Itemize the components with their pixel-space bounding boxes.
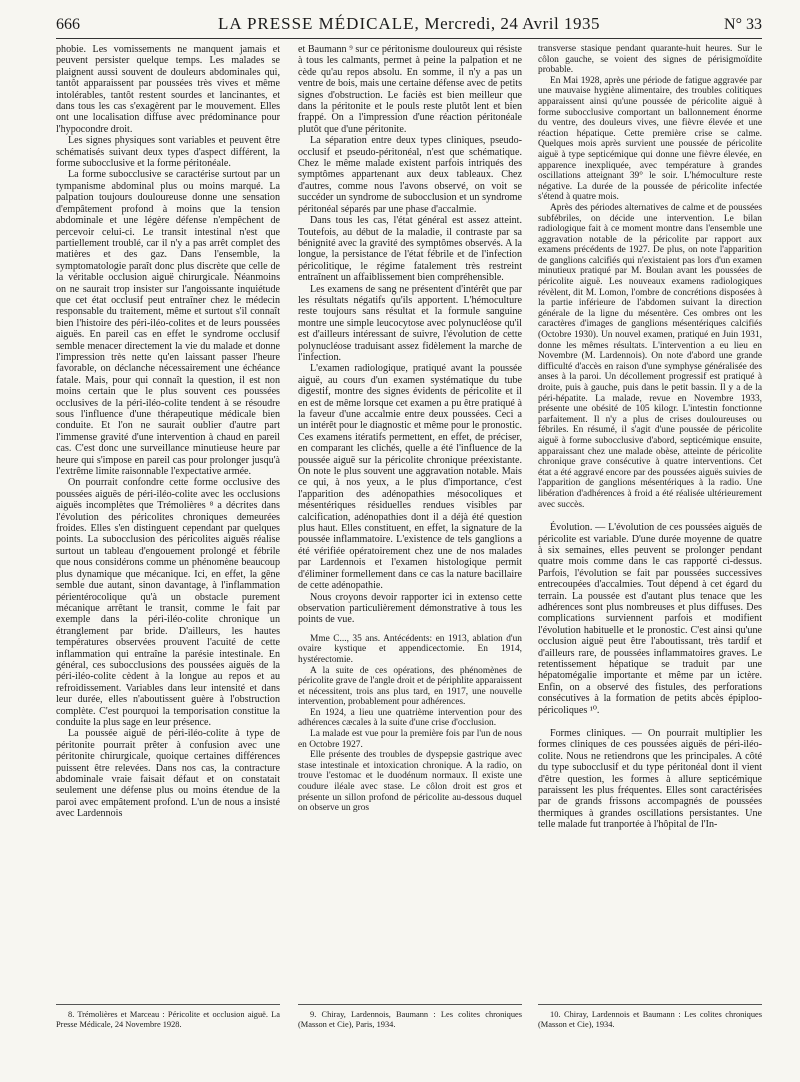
page-header: [56, 14, 762, 36]
footnote-8: 8. Trémolières et Marceau : Péricolite et occlusion aiguë. La Presse Médicale, 24 Novembre 1928.: [56, 1010, 280, 1029]
paragraph: La forme subocclusive se caractérise surtout par un tympanisme abdominal plus ou moins marqué. La palpation toujours douloureuse donne une sensation d'empâtement profond à moins que la tension abdominale et une légère défense n'empêchent de percevoir celui-ci. Le transit intestinal n'est que partiellement troublé, car il n'y a pas arrêt complet des matières et des gaz. Dans l'ensemble, la symptomatologie paraît donc plus discrète que celle de la véritable occlusion aiguë chirurgicale. Néanmoins on ne saurait trop insister sur l'angoissante inquiétude que cet état occlusif peut entraîner chez le médecin responsable du traitement, même et surtout s'il connaît bien l'histoire des péri-iléo-colites et de leurs poussées aiguës. En pareil cas en effet le syndrome occlusif semble menacer directement la vie du malade et donne l'impression très nette qu'en laissant passer l'heure favorable, on déclanche nécessairement une échéance fatale. Mais, pour qui connaît la question, il est non moins certain que le plus souvent ces poussées occlusives de la péri-iléo-colite tendent à se résoudre sous l'influence d'une thérapeutique médicale bien conduite. Et l'on ne saurait oublier d'autre part l'immense gravité d'une intervention à chaud en pareil cas. C'est donc une surveillance minutieuse heure par heure qui s'impose en pareil cas pour prolonger jusqu'à l'extrême limite raisonnable l'expectative armée.: [56, 169, 280, 478]
case-paragraph: Mme C..., 35 ans. Antécédents: en 1913, ablation d'un ovaire kystique et appendicectomie. En 1914, hystérectomie.: [298, 633, 522, 665]
paragraph: La séparation entre deux types cliniques, pseudo-occlusif et pseudo-péritonéal, n'est que schématique. Chez le même malade existent parfois intriqués des symptômes appartenant aux deux tableaux. Chez d'autres, comme nous l'avons observé, on voit se succéder un syndrome de subocclusion et un syndrome péritonéal séparés par une phase d'accalmie.: [298, 135, 522, 215]
journal-title: LA PRESSE MÉDICALE,: [217, 14, 420, 33]
case-paragraph: Après des périodes alternatives de calme et de poussées subfébriles, on décide une intervention. Le bilan radiologique fait à ce moment montre dans l'ensemble une aggravation notable de la péricolite par rapport aux examens précédents de 1927. De plus, on note l'apparition de ganglions calcifiés qui n'existaient pas lors d'un examen minutieux pratiqué par M. Boulan avant les poussées de péricolite aiguë. Les nouveaux examens radiologiques révèlent, dit M. Lomon, l'ombre de concrétions disposées à la partie inférieure de l'abdomen suivant la direction générale de la ligne du mésentère. Ces ombres ont les caractères d'images de ganglions mésentériques calcifiés (Octobre 1930). Un nouvel examen, pratiqué en Juin 1931, donne les mêmes résultats. L'intervention a eu lieu en Novembre (M. Lardennois). On note d'abord une grande difficulté d'accès en raison d'une symphyse généralisée des anses à la paroi. Un décollement progressif est pratiqué à droite, puis à gauche, puis dans le petit bassin. Il y a de la péri-hépatite. La malade, revue en Novembre 1933, présente une obésité de 105 kilogr. L'intestin fonctionne parfaitement. Il n'y a plus de crises douloureuses ou fébriles. En résumé, il s'agit d'une poussée de péricolite aiguë à forme subocclusive d'abord, septicémique ensuite, apparaissant chez une malade obèse, atteinte de péricolite chronique grave consécutive à quatre interventions. Cet état a été aggravé encore par des poussées aiguës suivies de l'apparition de ganglions mésentériques à la radio. Une libération d'adhérences à froid a été réalisée ultérieurement avec succès.: [538, 202, 762, 510]
footnote-10: 10. Chiray, Lardennois et Baumann : Les colites chroniques (Masson et Cie), 1934.: [538, 1010, 762, 1029]
case-paragraph: En 1924, a lieu une quatrième intervention pour des adhérences cæcales à la suite d'une crise d'occlusion.: [298, 707, 522, 729]
footnote-rule: [56, 1004, 280, 1005]
case-paragraph: A la suite de ces opérations, des phénomènes de péricolite grave de l'angle droit et de périphlite apparaissent et nécessitent, trois ans plus tard, en 1917, une nouvelle intervention, probablement pour adhérences.: [298, 665, 522, 708]
paragraph: Nous croyons devoir rapporter ici in extenso cette observation particulièrement démonstrative à tous les points de vue.: [298, 591, 522, 626]
text-column-1: [56, 44, 280, 956]
text-column-2: [298, 44, 522, 956]
paragraph: Les signes physiques sont variables et peuvent être schématisés suivant deux types d'aspect différent, la forme subocclusive et la forme péritonéale.: [56, 135, 280, 170]
case-paragraph: La malade est vue pour la première fois par l'un de nous en Octobre 1927.: [298, 729, 522, 750]
paragraph: et Baumann ⁹ sur ce péritonisme douloureux qui résiste à tous les calmants, permet à peine la palpation et ne cède qu'au repos absolu. En somme, il n'y a pas un ventre de bois, mais une certaine défense avec de petits signes d'obstruction. Le faciès est bien meilleur que dans la péritonite et le pouls reste plutôt lent et bien frappé. On a l'impression d'une réaction péritonéale plutôt que d'une péritonite.: [298, 44, 522, 135]
footnote-rule: [298, 1004, 522, 1005]
case-paragraph: transverse stasique pendant quarante-huit heures. Sur le côlon gauche, se voient des signes de périsigmoïdite probable.: [538, 44, 762, 76]
footnote-9: 9. Chiray, Lardennois, Baumann : Les colites chroniques (Masson et Cie), Paris, 1934.: [298, 1010, 522, 1029]
issue-number: N° 33: [724, 16, 762, 33]
footnote-rule: [538, 1004, 762, 1005]
paragraph: La poussée aiguë de péri-iléo-colite à type de péritonite pourrait prêter à confusion avec une péritonite chirurgicale, quoique certaines différences puissent être relevées. Dans nos cas, la contracture abdominale vraie faisait défaut et on constatait seulement une défense plus ou moins étendue de la paroi avec empâtement profond. L'un de nous a insisté avec Lardennois: [56, 728, 280, 820]
paragraph: Les examens de sang ne présentent d'intérêt que par les résultats négatifs qu'ils apportent. L'hémoculture reste toujours sans résultat et la formule sanguine montre une simple leucocytose avec polynucléose qu'il est d'ailleurs intéressant de suivre, l'évolution de cette polynucléose traduisant assez fidèlement la marche de l'infection.: [298, 283, 522, 363]
paragraph: phobie. Les vomissements ne manquent jamais et peuvent persister quelque temps. Les malades se plaignent aussi souvent de douleurs abdominales qui, tantôt apparaissent par poussées très vives et même intolérables, tantôt restent sourdes et lancinantes, et dans tous les cas s'exagèrent par le mouvement. Elles ont une localisation diffuse avec prédominance pour l'hypocondre droit.: [56, 44, 280, 135]
paragraph: On pourrait confondre cette forme occlusive des poussées aiguës de péri-iléo-colite avec les occlusions aiguës incomplètes que Trémolières ⁸ a décrites dans l'évolution des péricolites chroniques demeurées froides. Elles s'en distinguent cependant par quelques points. La subocclusion des péricolites aiguës réalise surtout un tableau d'engouement prolongé et fébrile que nous considérons comme un phénomène beaucoup plus dynamique que mécanique. Ici, en effet, la gêne semble due autant, sinon davantage, à l'inflammation périentérocolique qu'à un obstacle purement mécanique arrêtant le transit, comme le fait par exemple dans la péri-iléo-colite chronique un étranglement par bride. D'ailleurs, les hautes températures observées prouvent l'acuité de cette inflammation qui entraîne la parésie intestinale. En général, ces subocclusions des poussées aiguës de la péri-iléo-colite cèdent à la longue au repos et au refroidissement. Variables dans leur intensité et dans leur durée, elles n'aboutissent guère à l'obstruction complète. C'est pourquoi la temporisation constitue la conduite la plus sage en leur présence.: [56, 477, 280, 728]
header-rule: [56, 38, 762, 39]
case-paragraph: En Mai 1928, après une période de fatigue aggravée par une mauvaise hygiène alimentaire, des troubles colitiques apparaissent ainsi qu'une poussée de péricolite aiguë à forme subocclusive comportant un ballonnement énorme du ventre, des douleurs vives, une fièvre élevée et une réaction hépatique. Cette première crise se calme. Quelques mois après survient une poussée de péricolite aiguë à type septicémique qui donne une fièvre élevée, en apparence inexpliquée, avec température à grandes oscillations atteignant 39° le soir. L'hémoculture reste négative. La durée de la poussée de péricolite infectée s'étend à quatre mois.: [538, 75, 762, 203]
running-title: [126, 14, 692, 34]
section-evolution: Évolution. — L'évolution de ces poussées aiguës de péricolite est variable. D'une durée moyenne de quatre à six semaines, elles peuvent se prolonger pendant quatre mois comme dans le cas rapporté ci-dessus. Parfois, l'évolution se fait par poussées successives entrecoupées d'accalmies. Tout dépend à cet égard du terrain. La poussée est d'autant plus tenace que les adhérences sont plus nombreuses et plus diffuses. Des complications surviennent parfois et modifient l'évolution habituelle et le pronostic. C'est ainsi qu'une occlusion aiguë peut être l'aboutissant, très tardif et d'ailleurs rare, de poussées inflammatoires graves. Le retentissement hépatique se traduit par une hépatomégalie importante et même par un ictère. Enfin, on a observé des fistules, des perforations consécutives à la formation de petits abcès épiploo-péricoliques ¹⁰.: [538, 522, 762, 716]
case-paragraph: Elle présente des troubles de dyspepsie gastrique avec stase intestinale et intoxication chronique. A la radio, on trouve l'estomac et le duodénum normaux. Il existe une coudure iléale avec stase. Le côlon droit est gros et présente un sillon profond de péricolite au-dessous duquel on observe un gros: [298, 750, 522, 814]
issue-date: Mercredi, 24 Avril 1935: [424, 14, 600, 33]
paragraph: L'examen radiologique, pratiqué avant la poussée aiguë, au cours d'un examen systématique du tube digestif, montre des signes évidents de péricolite et il en est de même lorsque cet examen a pu être pratiqué à la faveur d'une accalmie entre deux poussées. Ceci a un intérêt pour le diagnostic et même pour le pronostic. Ces examens itératifs permettent, en effet, de préciser, en comparant les clichés, quelle a été l'influence de la poussée aiguë sur la péricolite chronique préexistante. On note le plus souvent une aggravation notable. Mais ce qui, à nos yeux, a le plus d'importance, c'est l'apparition des adénopathies mésocoliques et mésentériques résiduelles rendues visibles par calcification, adénopathies dont il a déjà été question plus haut. Elles constituent, en effet, la signature de la poussée inflammatoire. L'existence de tels ganglions a été vérifiée opératoirement chez une de nos malades par Lardennois et l'examen histologique permit d'éliminer formellement dans ce cas la nature bacillaire de cette adénopathie.: [298, 363, 522, 592]
text-column-3: [538, 44, 762, 956]
page-number: 666: [56, 16, 80, 33]
paragraph: Dans tous les cas, l'état général est assez atteint. Toutefois, au début de la maladie, il contraste par sa bénignité avec la gravité des symptômes observés. A la longue, la persistance de l'état fébrile et de l'infection péricolitique, le régime fatalement très restreint entraînent un affaiblissement bien compréhensible.: [298, 215, 522, 284]
section-clinical-forms: Formes cliniques. — On pourrait multiplier les formes cliniques de ces poussées aiguës de péri-iléo-colite. Nous ne retiendrons que les principales. A côté du type subocclusif et du type péritonéal dont il vient d'être question, les formes à allure septicémique paraissent les plus fréquentes. Elles sont caractérisées par de grands frissons accompagnés de poussées thermiques à grandes oscillations persistantes. Une telle malade fut tranportée à l'hôpital de l'In-: [538, 728, 762, 831]
